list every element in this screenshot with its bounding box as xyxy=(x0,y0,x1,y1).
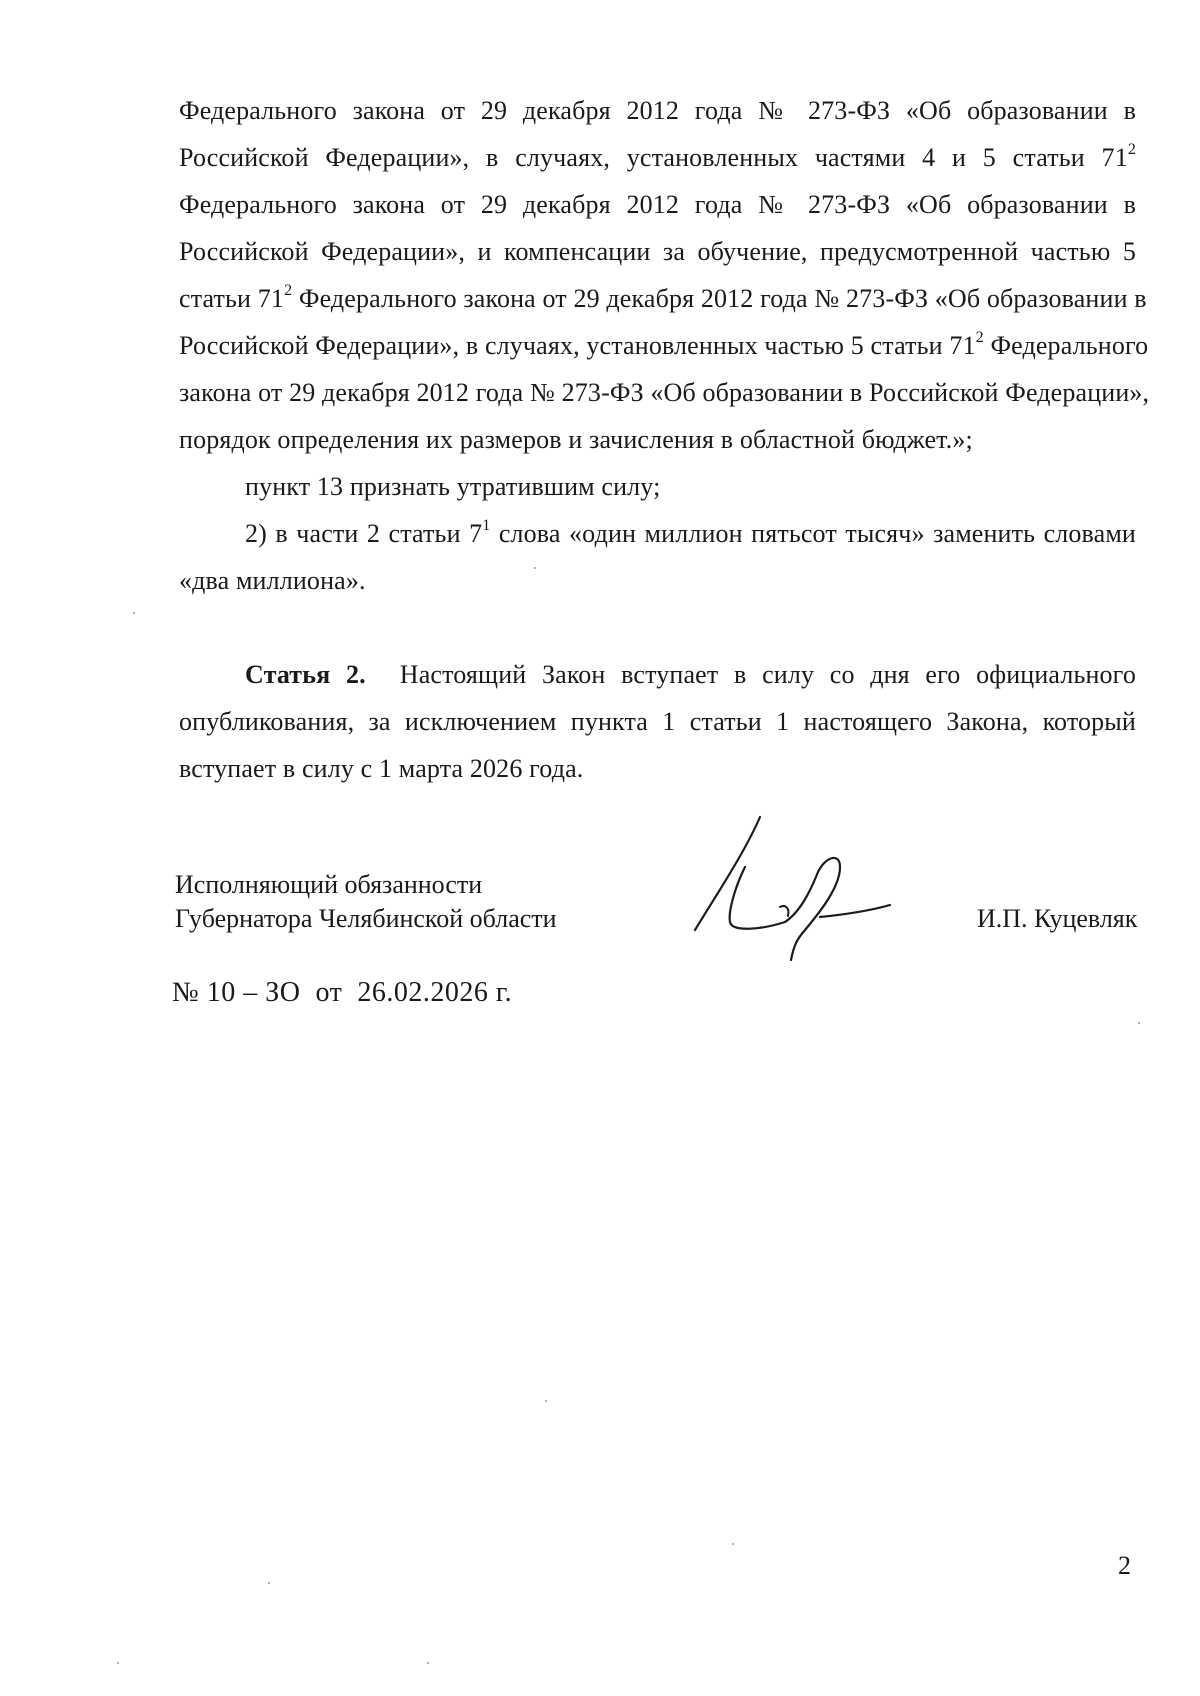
superscript: 2 xyxy=(1127,141,1136,159)
text-line: опубликования, за исключением пункта 1 статьи 1 настоящего Закона, который xyxy=(179,707,1136,736)
scan-speck xyxy=(427,1662,429,1664)
scan-speck xyxy=(545,1400,547,1402)
scan-speck xyxy=(534,567,536,569)
signatory-name: И.П. Куцевляк xyxy=(977,904,1138,933)
item-13-text: пункт 13 признать утратившим силу; xyxy=(245,472,661,501)
superscript: 1 xyxy=(482,517,491,535)
item-2-text: 2) в части 2 статьи $7^1$ слова «один миллион пятьсот тысяч» заменить словами xyxy=(245,517,1136,548)
signatory-title xyxy=(175,868,557,936)
text-line: закона от 29 декабря 2012 года № 273-ФЗ «Об образовании в Российской Федерации», xyxy=(179,378,1150,407)
text-line: Российской Федерации», в случаях, установленных частями 4 и 5 статьи $71^2$ xyxy=(179,141,1136,172)
text-line: вступает в силу с 1 марта 2026 года. xyxy=(179,754,584,783)
scan-speck xyxy=(268,1582,270,1584)
blank-line xyxy=(179,604,1136,651)
superscript: 2 xyxy=(975,329,984,347)
scan-speck xyxy=(1138,1022,1140,1024)
scan-speck xyxy=(732,1543,734,1545)
handwritten-signature xyxy=(690,812,915,962)
article-2-heading: Статья 2. xyxy=(245,660,366,689)
text-line: Федерального закона от 29 декабря 2012 года № 273-ФЗ «Об образовании в xyxy=(179,96,1136,125)
signatory-title-line-2: Губернатора Челябинской области xyxy=(175,904,557,933)
scan-speck xyxy=(133,612,135,614)
text-line: Российской Федерации», в случаях, установленных частью 5 статьи $71^2$ Федерального xyxy=(179,329,1149,360)
law-text-body xyxy=(179,87,1150,792)
text-line: статьи $71^2$ Федерального закона от 29 декабря 2012 года № 273-ФЗ «Об образовании в xyxy=(179,282,1147,313)
article-2-first-line: Статья 2. Настоящий Закон вступает в силу со дня его официального xyxy=(245,660,1136,689)
superscript: 2 xyxy=(284,282,293,300)
scan-speck xyxy=(117,1662,119,1664)
text-line: Российской Федерации», и компенсации за обучение, предусмотренной частью 5 xyxy=(179,237,1136,266)
text-line: порядок определения их размеров и зачисления в областной бюджет.»; xyxy=(179,425,973,454)
text-line: «два миллиона». xyxy=(179,566,366,595)
page-number: 2 xyxy=(1118,1551,1131,1580)
document-number: № 10 – ЗО от 26.02.2026 г. xyxy=(172,977,513,1008)
text-line: Федерального закона от 29 декабря 2012 года № 273-ФЗ «Об образовании в xyxy=(179,190,1136,219)
signatory-title-line-1: Исполняющий обязанности xyxy=(175,870,483,899)
